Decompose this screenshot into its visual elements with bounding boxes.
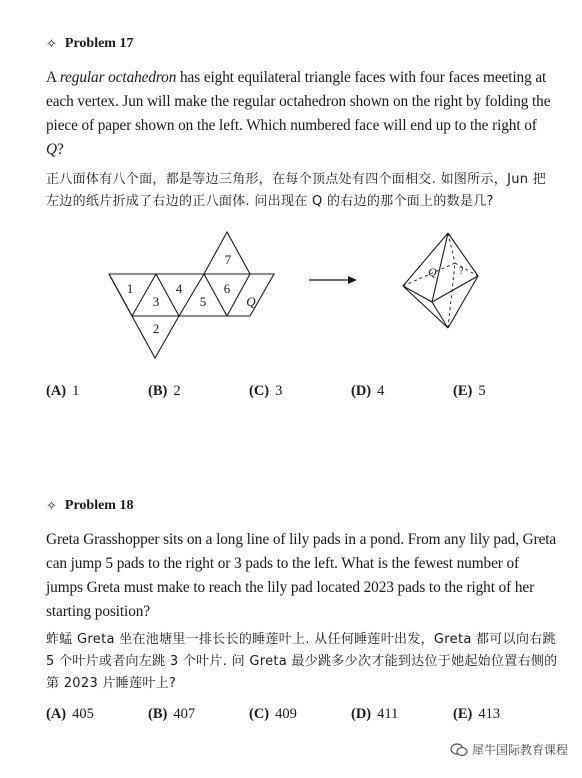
diamond-icon: ✧	[46, 498, 57, 513]
problem-18-title: Problem 18	[64, 498, 134, 513]
octa-face-q: Q	[428, 265, 437, 279]
choice-c[interactable]: (C) 409	[249, 706, 297, 722]
net-face-4: 4	[175, 281, 183, 296]
problem-18-header	[46, 498, 133, 514]
problem-17-title: Problem 17	[64, 36, 134, 51]
net-face-6: 6	[223, 281, 231, 296]
net-face-1: 1	[126, 281, 134, 296]
choice-c[interactable]: (C) 3	[249, 383, 283, 399]
emphasis-term: regular octahedron	[59, 69, 177, 86]
net-face-2: 2	[152, 321, 160, 336]
net-face-7: 7	[224, 252, 232, 267]
choice-d[interactable]: (D) 411	[351, 706, 399, 722]
choice-a[interactable]: (A) 405	[46, 706, 94, 722]
choice-b[interactable]: (B) 2	[148, 383, 181, 399]
choice-d[interactable]: (D) 4	[351, 383, 385, 399]
choice-b[interactable]: (B) 407	[148, 706, 196, 722]
problem-18-text: Greta Grasshopper sits on a long line of lily pads in a pond. From any lily pad, Greta can jump 5 pads to the right or 3 pads to the left. What is the fewest number of jumps Greta must make to reach the lily pad located 2023 pads to the right of her starting position?	[46, 531, 557, 620]
watermark-text: 犀牛国际教育课程	[471, 743, 568, 757]
chat-bubble-icon	[450, 743, 468, 757]
problem-18-chinese: 蚱蜢 Greta 坐在池塘里一排长长的睡莲叶上. 从任何睡莲叶出发，Greta 都可以向右跳 5 个叶片或者向左跳 3 个叶片. 问 Greta 最少跳多少次才能到达位于她起始位置右侧的第 2023 片睡莲叶上?	[46, 632, 558, 691]
choice-e[interactable]: (E) 5	[453, 383, 486, 399]
net-face-3: 3	[152, 294, 160, 309]
choice-a[interactable]: (A) 1	[46, 383, 80, 399]
diamond-icon: ✧	[46, 36, 57, 51]
problem-17-text: A regular octahedron has eight equilateral triangle faces with four faces meeting at each vertex. Jun will make the regular octahedron shown on the right by folding the piece of paper shown on the left. Which numbered face will end up to the right of Q?	[46, 69, 551, 158]
net-face-q: Q	[246, 294, 256, 309]
net-face-5: 5	[199, 294, 207, 309]
problem-18-choices	[46, 706, 566, 723]
problem-17-choices	[46, 383, 566, 400]
arrow-right-icon	[309, 276, 357, 284]
watermark	[450, 741, 568, 758]
octa-face-unknown: ?	[459, 266, 464, 277]
problem-17-chinese: 正八面体有八个面，都是等边三角形，在每个顶点处有四个面相交. 如图所示，Jun 把左边的纸片折成了右边的正八面体. 问出现在 Q 的右边的那个面上的数是几?	[46, 172, 547, 209]
choice-e[interactable]: (E) 413	[453, 706, 501, 722]
octahedron	[403, 233, 478, 328]
